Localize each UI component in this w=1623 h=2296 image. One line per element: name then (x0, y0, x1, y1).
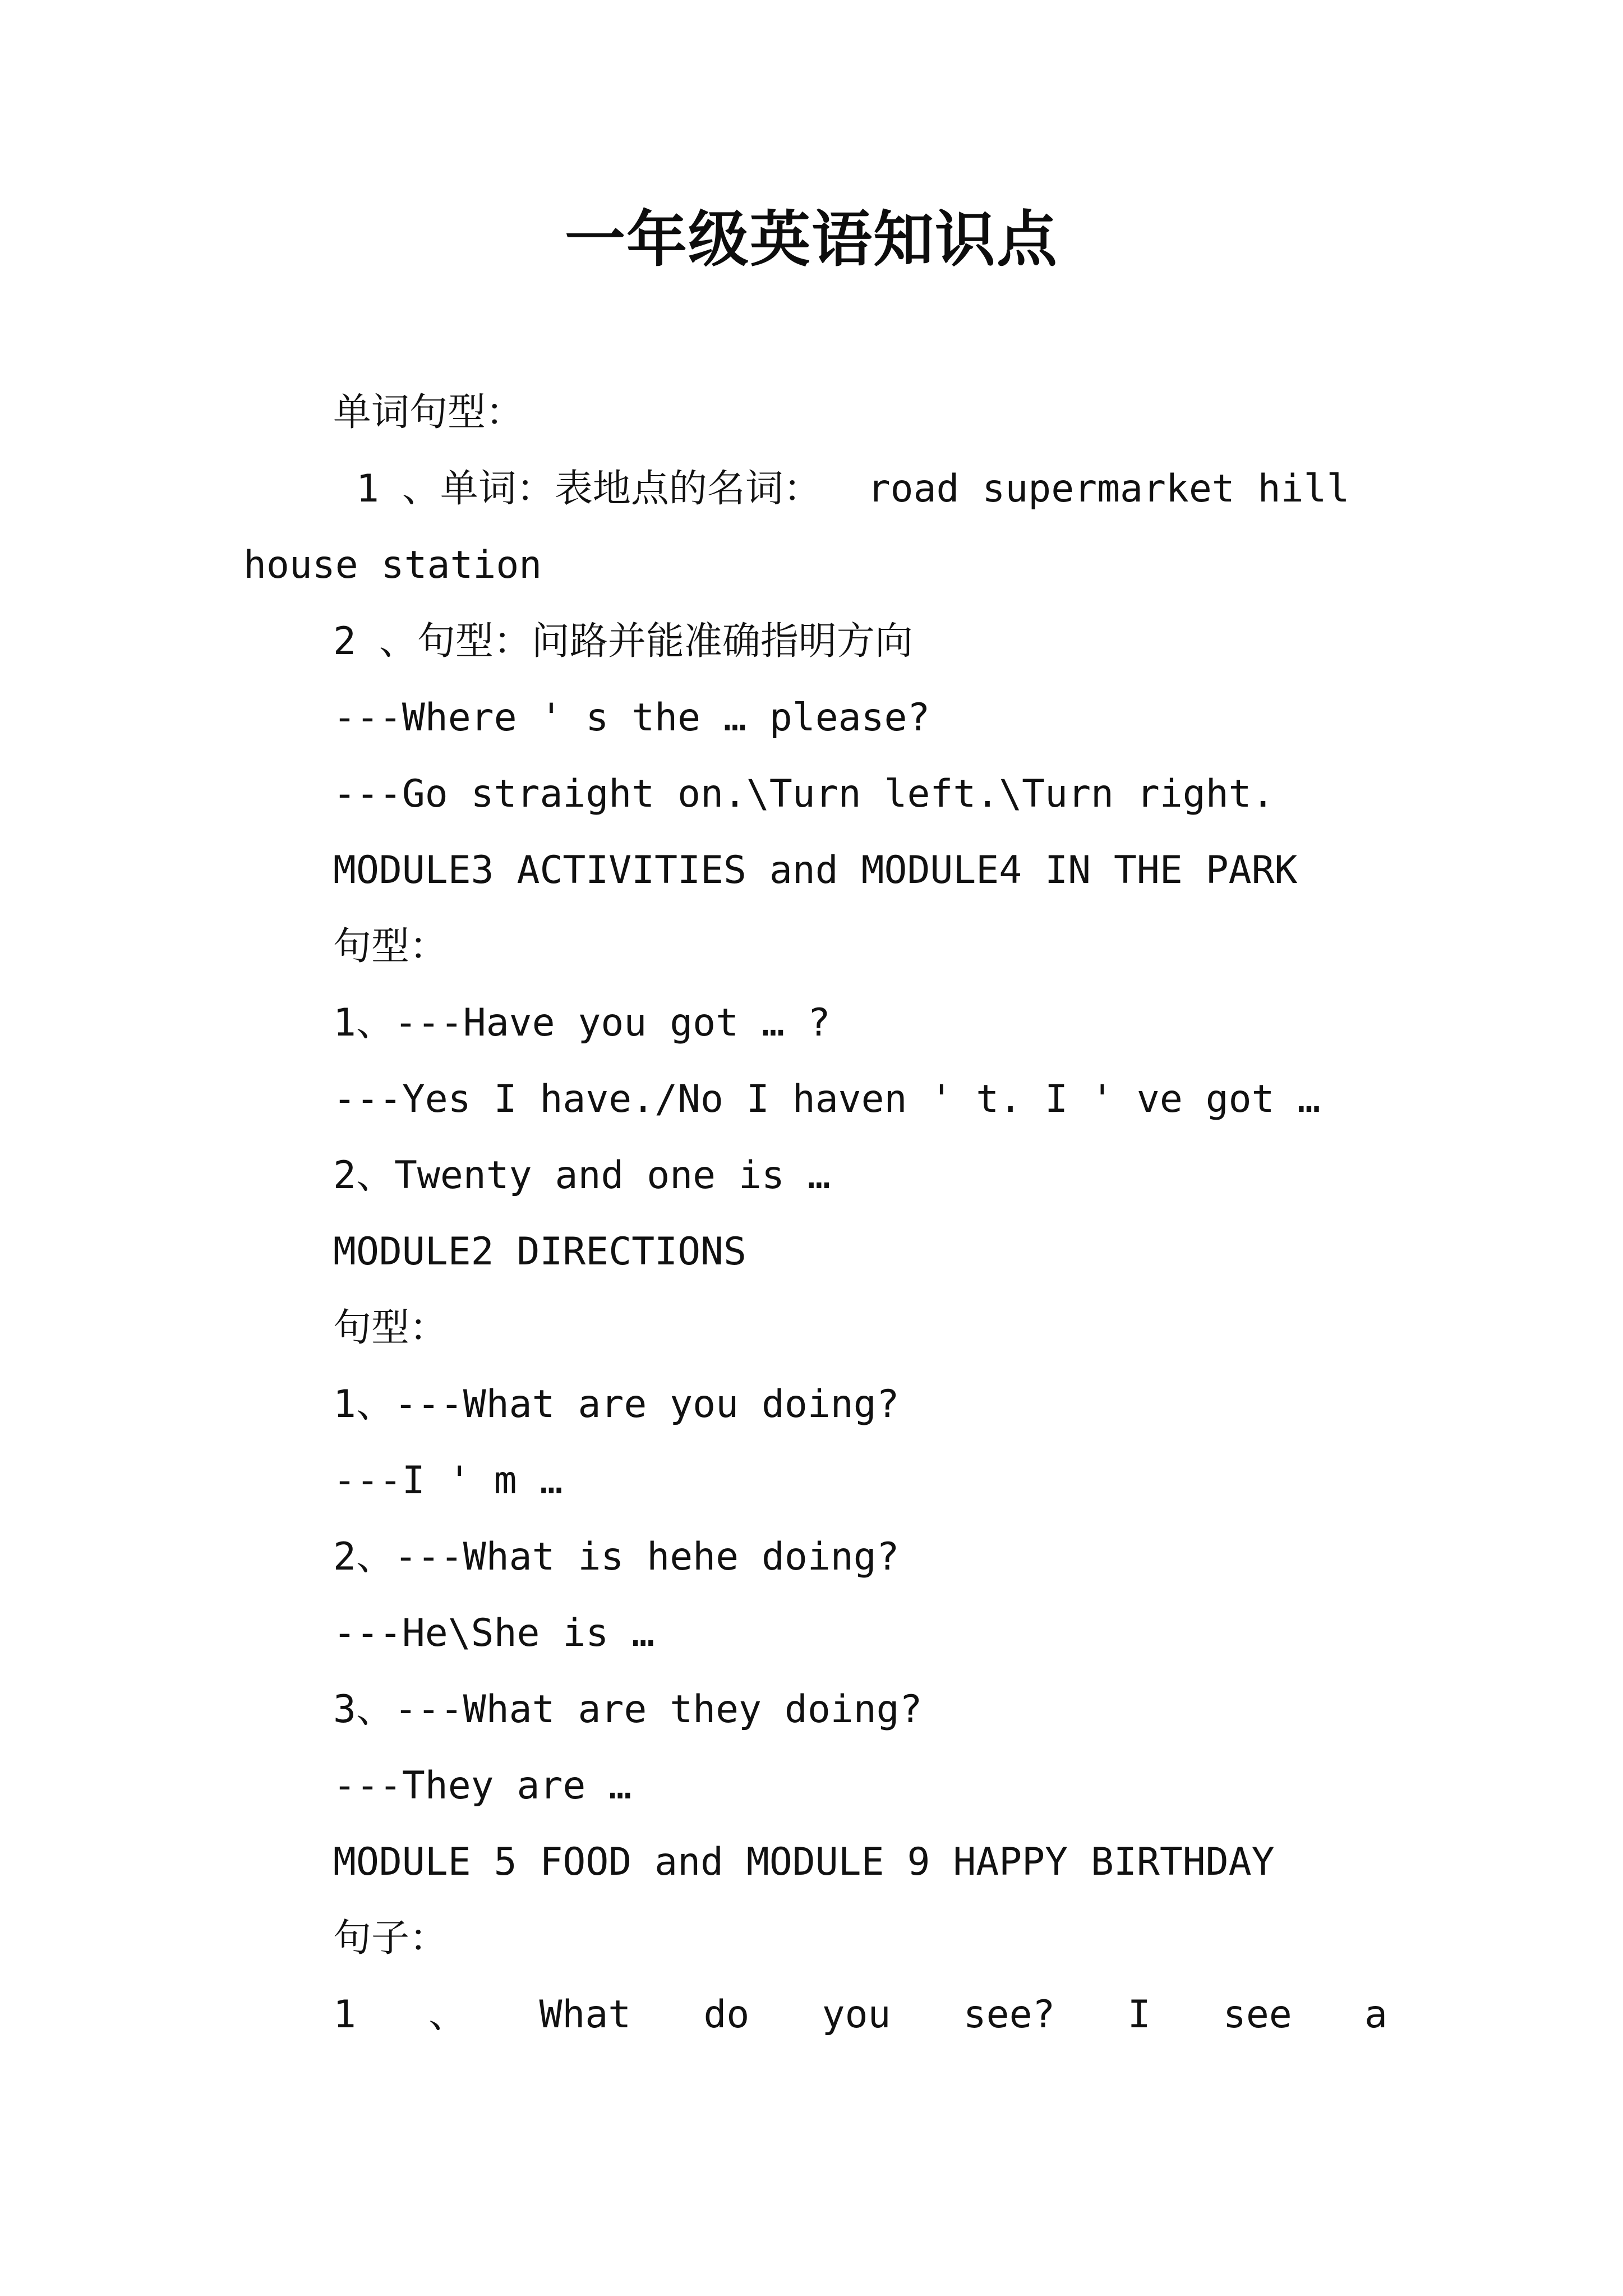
text-line: 1 、单词：表地点的名词： road supermarket hill (333, 467, 1350, 511)
word: do (703, 1993, 750, 2037)
text-line: 句子： (333, 1916, 448, 1961)
text-line: ---Yes I have./No I haven ' t. I ' ve got … (333, 1077, 1321, 1121)
text-line: ---Where ' s the … please? (333, 696, 930, 740)
word: you (822, 1993, 891, 2037)
word: a (1364, 1993, 1387, 2037)
text-line: 1、---What are you doing? (333, 1382, 900, 1427)
text-line: 单词句型： (333, 390, 524, 435)
text-line: 2 、句型：问路并能准确指明方向 (333, 619, 913, 664)
text-line: 3、---What are they doing? (333, 1687, 923, 1732)
word: see (1223, 1993, 1292, 2037)
text-line: MODULE3 ACTIVITIES and MODULE4 IN THE PARK (333, 848, 1298, 892)
word: 、 (428, 1993, 467, 2037)
text-line: ---Go straight on.\Turn left.\Turn right. (333, 772, 1275, 816)
word: 1 (333, 1993, 356, 2037)
text-line: ---I ' m … (333, 1458, 563, 1503)
text-line: 2、Twenty and one is … (333, 1153, 831, 1198)
text-line-justified (333, 1987, 1387, 2043)
word: see? (963, 1993, 1055, 2037)
word: What (539, 1993, 631, 2037)
word: I (1127, 1993, 1151, 2037)
text-line: 2、---What is hehe doing? (333, 1535, 900, 1579)
page-title: 一年级英语知识点 (564, 204, 1058, 275)
text-line: 句型： (333, 1306, 448, 1350)
text-line: 1、---Have you got … ? (333, 1001, 831, 1045)
text-line: MODULE2 DIRECTIONS (333, 1230, 746, 1274)
text-line: ---He\She is … (333, 1611, 655, 1655)
text-line: house station (243, 543, 542, 587)
text-line: ---They are … (333, 1764, 632, 1808)
text-line: 句型： (333, 924, 448, 969)
text-line: MODULE 5 FOOD and MODULE 9 HAPPY BIRTHDAY (333, 1840, 1275, 1884)
